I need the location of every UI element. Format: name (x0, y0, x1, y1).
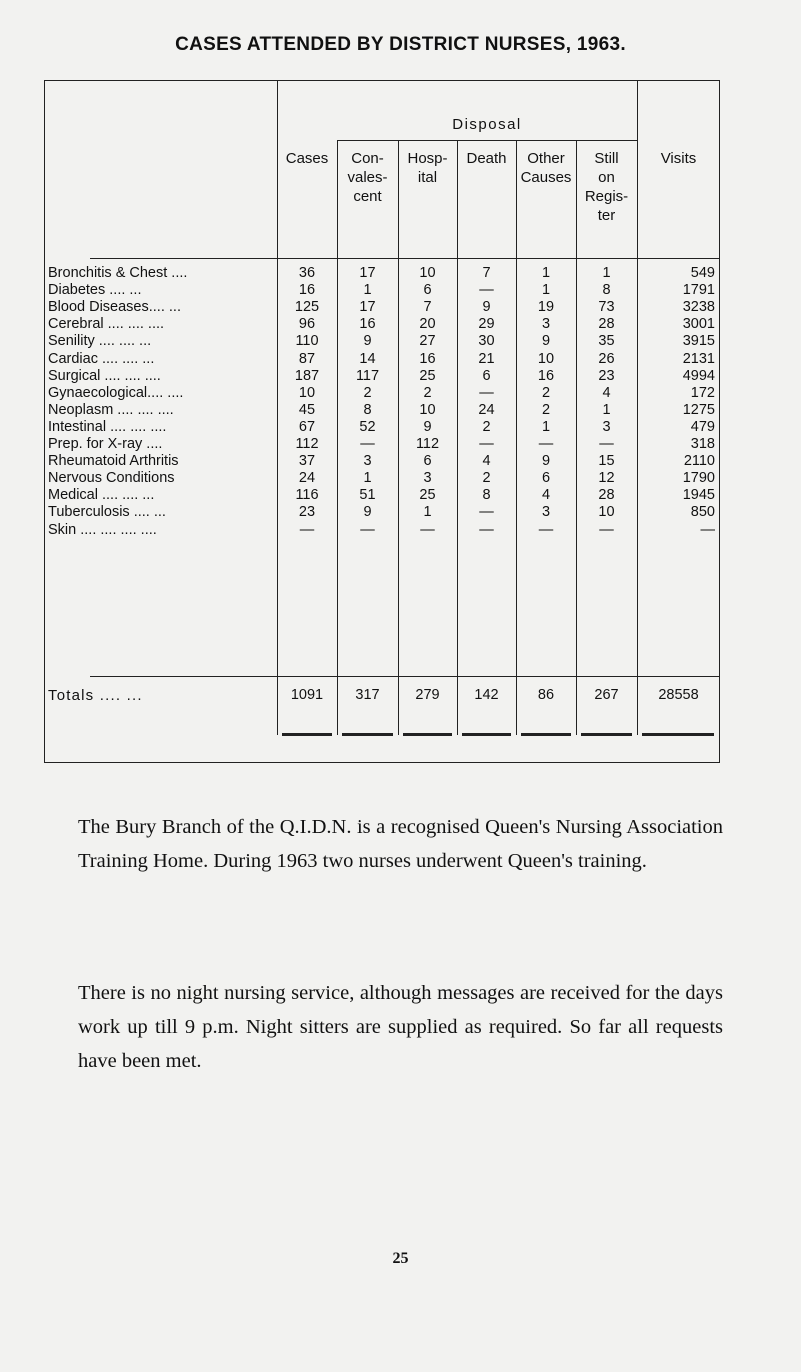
cell-death: 2 (482, 418, 491, 435)
cell-convalescent: 117 (355, 367, 380, 384)
cell-other-causes: — (538, 436, 554, 452)
cell-other-causes: 4 (541, 487, 551, 504)
cell-still-on-register: 35 (598, 333, 615, 350)
cell-other-causes: 2 (541, 384, 551, 401)
cell-hospital: — (420, 521, 435, 538)
cell-death: — (479, 504, 494, 521)
page-number: 25 (392, 1250, 409, 1267)
col-header-hospital: Hosp- ital (407, 150, 448, 186)
cell-convalescent: — (360, 436, 375, 452)
cell-visits: 1791 (682, 282, 715, 299)
cell-cases: 10 (298, 384, 316, 401)
cell-convalescent: — (360, 521, 375, 538)
cell-hospital: 20 (419, 316, 436, 333)
cell-still-on-register: 10 (598, 504, 615, 521)
totals-label: Totals .... ... (48, 687, 143, 704)
cell-death: — (479, 521, 494, 538)
cell-convalescent: 8 (363, 401, 372, 418)
row-label: Skin .... .... .... .... (48, 521, 157, 538)
cell-still-on-register: 26 (598, 350, 615, 367)
cell-hospital: 10 (419, 401, 436, 418)
cell-visits: 1275 (682, 401, 715, 418)
cell-visits: 4994 (682, 367, 715, 384)
cell-other-causes: 16 (537, 367, 555, 384)
row-label: Cardiac .... .... ... (48, 350, 155, 367)
row-label: Intestinal .... .... .... (48, 418, 167, 435)
col-header-still-on-register: Still on Regis- ter (584, 150, 629, 224)
row-label: Nervous Conditions (48, 470, 175, 487)
cell-still-on-register: 23 (598, 367, 615, 384)
cell-death: 21 (478, 350, 495, 367)
cell-cases: 87 (298, 350, 316, 367)
cell-cases: 16 (298, 282, 316, 299)
row-label: Rheumatoid Arthritis (48, 453, 179, 470)
cell-cases: 116 (295, 487, 319, 504)
paragraph-night-service: There is no night nursing service, although messages are received for the days work up till 9 p.m. Night sitters are supplied as required. So far all requests have been met. (78, 982, 723, 1072)
cell-other-causes: 1 (541, 265, 551, 281)
cell-cases: 187 (294, 367, 320, 384)
cell-other-causes: 2 (541, 401, 551, 418)
cell-still-on-register: 12 (598, 470, 615, 487)
cell-death: — (479, 282, 494, 299)
page-title: CASES ATTENDED BY DISTRICT NURSES, 1963. (175, 34, 626, 55)
cell-still-on-register: — (599, 521, 614, 538)
cell-cases: 110 (295, 333, 319, 350)
cell-convalescent: 16 (359, 316, 376, 333)
cell-convalescent: 17 (359, 299, 376, 316)
cell-still-on-register: 1 (602, 401, 611, 418)
cell-convalescent: 1 (363, 282, 372, 299)
cell-cases: 24 (298, 470, 316, 487)
cell-convalescent: 51 (359, 487, 376, 504)
cell-convalescent: 2 (363, 384, 372, 401)
cell-other-causes: 19 (537, 299, 555, 316)
col-header-convalescent: Con- vales- cent (347, 150, 388, 205)
cell-hospital: 3 (423, 470, 432, 487)
totals-visits: 28558 (658, 687, 699, 703)
cell-hospital: 25 (419, 367, 436, 384)
cell-still-on-register: 4 (602, 384, 611, 401)
cell-death: 7 (482, 265, 491, 281)
cell-visits: 549 (690, 265, 715, 281)
cell-convalescent: 9 (363, 333, 372, 350)
cell-hospital: 7 (423, 299, 432, 316)
col-header-death: Death (466, 150, 507, 167)
cell-other-causes: 9 (541, 453, 551, 470)
cell-cases: — (299, 521, 315, 538)
cell-other-causes: 3 (541, 504, 551, 521)
totals-cases: 1091 (290, 687, 324, 703)
cell-visits: 3001 (682, 316, 715, 333)
cell-visits: — (700, 521, 715, 538)
row-label: Cerebral .... .... .... (48, 316, 165, 333)
totals-convalescent: 317 (355, 687, 380, 703)
row-label: Surgical .... .... .... (48, 367, 161, 384)
cell-still-on-register: 3 (602, 418, 611, 435)
cell-death: 30 (478, 333, 495, 350)
cell-hospital: 10 (419, 265, 436, 281)
cell-hospital: 27 (419, 333, 436, 350)
cell-death: — (479, 384, 494, 401)
cell-still-on-register: — (599, 436, 614, 452)
row-label: Neoplasm .... .... .... (48, 401, 174, 418)
cell-convalescent: 52 (359, 418, 376, 435)
cell-cases: 125 (294, 299, 320, 316)
col-header-visits: Visits (660, 150, 697, 167)
cell-visits: 2131 (682, 350, 715, 367)
cell-cases: 36 (298, 265, 316, 281)
cell-cases: 37 (298, 453, 316, 470)
cell-death: 24 (478, 401, 495, 418)
cell-cases: 67 (298, 418, 316, 435)
disposal-header: Disposal (452, 116, 522, 133)
cell-cases: 112 (295, 436, 319, 452)
row-label: Bronchitis & Chest .... (48, 265, 188, 281)
cell-still-on-register: 8 (602, 282, 611, 299)
cell-death: — (479, 436, 494, 452)
cell-convalescent: 14 (359, 350, 376, 367)
cell-hospital: 16 (419, 350, 436, 367)
totals-other-causes: 86 (537, 687, 555, 703)
cell-other-causes: 9 (541, 333, 551, 350)
cell-visits: 1790 (682, 470, 715, 487)
paragraph-training: The Bury Branch of the Q.I.D.N. is a recognised Queen's Nursing Association Training Home. During 1963 two nurses underwent Queen's training. (78, 816, 723, 872)
totals-hospital: 279 (415, 687, 440, 703)
cell-hospital: 25 (419, 487, 436, 504)
cell-still-on-register: 28 (598, 487, 615, 504)
cell-hospital: 1 (423, 504, 432, 521)
cell-other-causes: — (538, 521, 554, 538)
cell-other-causes: 1 (541, 418, 551, 435)
cell-visits: 479 (690, 418, 715, 435)
totals-still-on-register: 267 (594, 687, 619, 703)
cell-other-causes: 3 (541, 316, 551, 333)
cell-death: 9 (482, 299, 491, 316)
cell-cases: 45 (298, 401, 316, 418)
cell-convalescent: 9 (363, 504, 372, 521)
cell-death: 8 (482, 487, 491, 504)
cell-visits: 3238 (682, 299, 715, 316)
cell-other-causes: 1 (541, 282, 551, 299)
cell-hospital: 112 (415, 436, 440, 452)
cell-death: 4 (482, 453, 491, 470)
cell-still-on-register: 15 (598, 453, 615, 470)
cell-convalescent: 17 (359, 265, 376, 281)
row-label: Senility .... .... ... (48, 333, 152, 350)
row-label: Medical .... .... ... (48, 487, 155, 504)
col-header-cases: Cases (285, 150, 329, 167)
row-label: Gynaecological.... .... (48, 384, 184, 401)
cell-hospital: 6 (423, 453, 432, 470)
cell-cases: 96 (298, 316, 316, 333)
cell-cases: 23 (298, 504, 316, 521)
cell-still-on-register: 28 (598, 316, 615, 333)
cell-hospital: 9 (423, 418, 432, 435)
cell-visits: 318 (690, 436, 715, 452)
totals-death: 142 (474, 687, 499, 703)
cell-visits: 172 (690, 384, 715, 401)
row-label: Tuberculosis .... ... (48, 504, 166, 521)
cell-hospital: 6 (423, 282, 432, 299)
cell-hospital: 2 (423, 384, 432, 401)
cell-other-causes: 6 (541, 470, 551, 487)
row-label: Prep. for X-ray .... (48, 436, 163, 452)
cell-convalescent: 3 (363, 453, 372, 470)
cell-visits: 1945 (682, 487, 715, 504)
row-label: Diabetes .... ... (48, 282, 142, 299)
cell-convalescent: 1 (363, 470, 372, 487)
cell-visits: 3915 (682, 333, 715, 350)
cell-other-causes: 10 (537, 350, 555, 367)
cell-death: 6 (482, 367, 491, 384)
cell-death: 29 (478, 316, 495, 333)
col-header-other-causes: Other Causes (520, 150, 572, 186)
cell-death: 2 (482, 470, 491, 487)
cell-still-on-register: 73 (598, 299, 615, 316)
row-label: Blood Diseases.... ... (48, 299, 181, 316)
cell-visits: 850 (690, 504, 715, 521)
cell-visits: 2110 (683, 453, 715, 470)
cell-still-on-register: 1 (602, 265, 611, 281)
